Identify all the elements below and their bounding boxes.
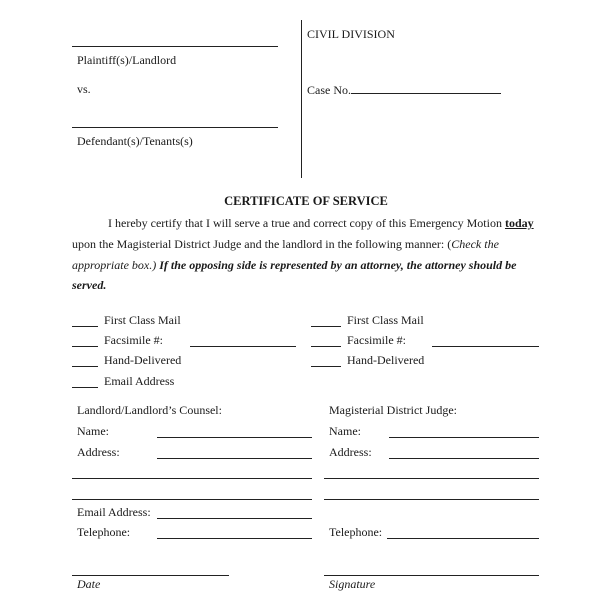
judge-phone-field[interactable] xyxy=(387,538,539,539)
landlord-email-label: Email Address: xyxy=(77,505,151,519)
case-no-field[interactable] xyxy=(351,82,501,94)
judge-address-field-1[interactable] xyxy=(389,458,539,459)
judge-name-field[interactable] xyxy=(389,437,539,438)
certificate-line-2 xyxy=(72,237,499,252)
checkbox-first-class-mail-right[interactable] xyxy=(311,326,341,327)
landlord-address-field-1[interactable] xyxy=(157,458,312,459)
certificate-line-3 xyxy=(72,258,516,273)
attorney-note-1: If the opposing side is represented by an attorney, the attorney should be xyxy=(159,258,517,272)
checkbox-email-left[interactable] xyxy=(72,387,98,388)
plaintiff-line[interactable] xyxy=(72,46,278,47)
landlord-address-field-3[interactable] xyxy=(72,499,312,500)
method-first-class-mail-right: First Class Mail xyxy=(347,313,424,327)
method-facsimile-right: Facsimile #: xyxy=(347,333,406,347)
attorney-note-2: served. xyxy=(72,278,107,292)
judge-address-field-2[interactable] xyxy=(324,478,539,479)
date-field[interactable] xyxy=(72,575,229,576)
judge-address-label: Address: xyxy=(329,445,372,459)
division-label: CIVIL DIVISION xyxy=(307,27,395,41)
method-first-class-mail-left: First Class Mail xyxy=(104,313,181,327)
landlord-address-field-2[interactable] xyxy=(72,478,312,479)
judge-phone-label: Telephone: xyxy=(329,525,383,539)
certificate-line-2-text: upon the Magisterial District Judge and the landlord in the following manner: ( xyxy=(72,237,452,251)
method-hand-delivered-right: Hand-Delivered xyxy=(347,353,425,367)
signature-field[interactable] xyxy=(324,575,539,576)
landlord-address-label: Address: xyxy=(77,445,120,459)
judge-address-field-3[interactable] xyxy=(324,499,539,500)
check-box-note-2: appropriate box.) xyxy=(72,258,157,272)
method-facsimile-left: Facsimile #: xyxy=(104,333,163,347)
landlord-name-field[interactable] xyxy=(157,437,312,438)
facsimile-number-field-right[interactable] xyxy=(432,346,539,347)
checkbox-hand-delivered-right[interactable] xyxy=(311,366,341,367)
checkbox-hand-delivered-left[interactable] xyxy=(72,366,98,367)
vs-label: vs. xyxy=(77,82,91,96)
landlord-name-label: Name: xyxy=(77,424,109,438)
checkbox-facsimile-left[interactable] xyxy=(72,346,98,347)
method-email-left: Email Address xyxy=(104,374,175,388)
date-label: Date xyxy=(77,577,101,591)
landlord-phone-label: Telephone: xyxy=(77,525,131,539)
landlord-phone-field[interactable] xyxy=(157,538,312,539)
checkbox-facsimile-right[interactable] xyxy=(311,346,341,347)
check-box-note-1: Check the xyxy=(451,237,499,251)
landlord-heading: Landlord/Landlord’s Counsel: xyxy=(77,403,222,417)
defendant-line[interactable] xyxy=(72,127,278,128)
judge-name-label: Name: xyxy=(329,424,361,438)
signature-label: Signature xyxy=(329,577,376,591)
judge-heading: Magisterial District Judge: xyxy=(329,403,457,417)
plaintiff-label: Plaintiff(s)/Landlord xyxy=(77,53,177,67)
method-hand-delivered-left: Hand-Delivered xyxy=(104,353,182,367)
certificate-title: CERTIFICATE OF SERVICE xyxy=(224,194,388,208)
case-no-text: Case No. xyxy=(307,83,351,97)
caption-divider xyxy=(301,20,302,178)
certificate-line-1 xyxy=(108,216,534,231)
today-emphasis: today xyxy=(504,216,534,230)
defendant-label: Defendant(s)/Tenants(s) xyxy=(77,134,193,148)
case-number-label xyxy=(307,82,501,98)
facsimile-number-field-left[interactable] xyxy=(190,346,296,347)
checkbox-first-class-mail-left[interactable] xyxy=(72,326,98,327)
certificate-line-1-text: I hereby certify that I will serve a true and correct copy of this Emergency Motion xyxy=(108,216,505,230)
landlord-email-field[interactable] xyxy=(157,518,312,519)
